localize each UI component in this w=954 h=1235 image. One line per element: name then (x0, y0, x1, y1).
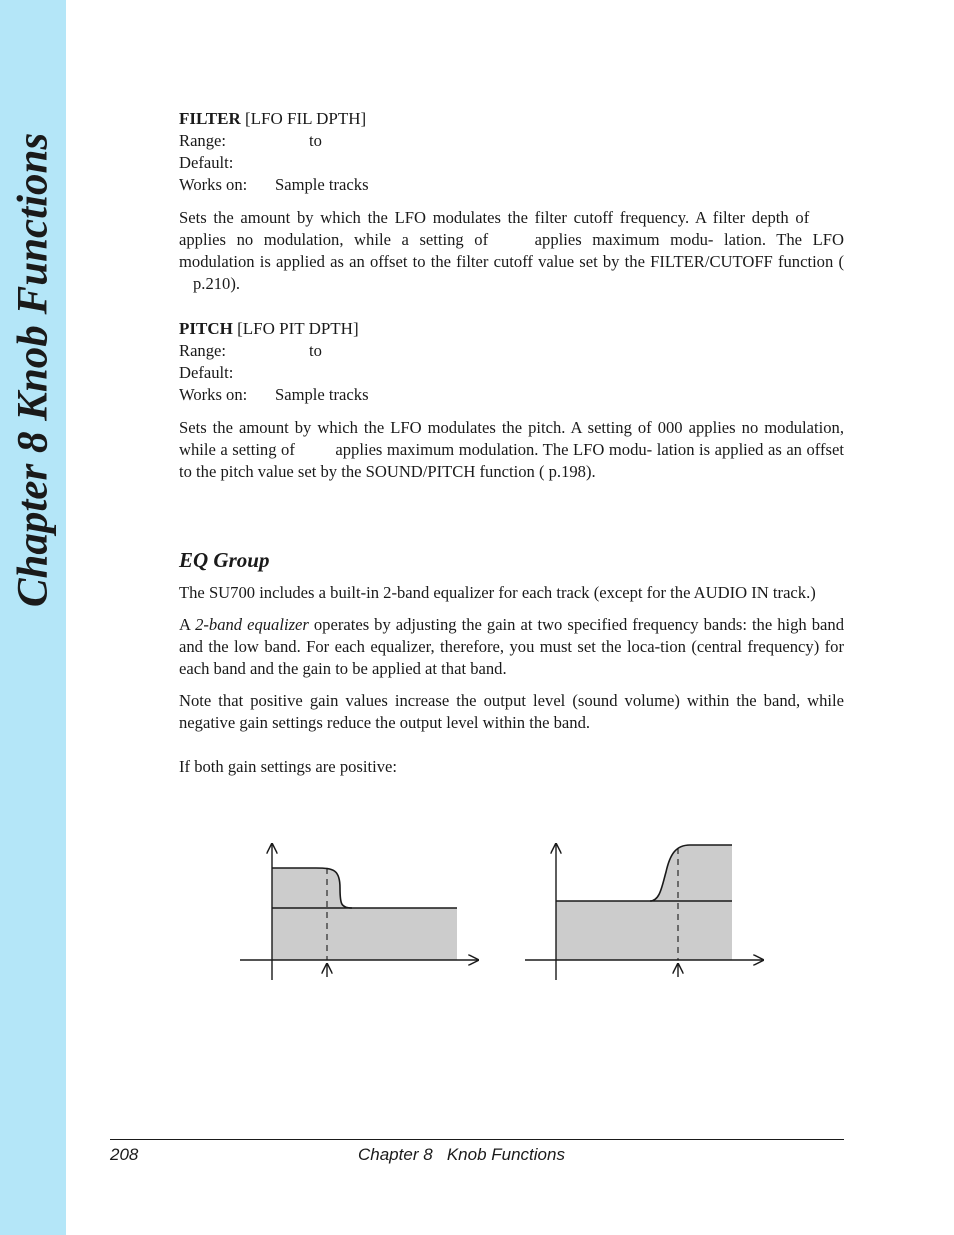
pitch-works-value: Sample tracks (275, 385, 369, 404)
pitch-section (179, 318, 844, 483)
pitch-heading (179, 318, 844, 340)
pitch-desc-part: lation is applied as an offset to the pitch value set by the SOUND/PITCH function ( (179, 440, 844, 481)
pitch-range (179, 340, 844, 362)
pitch-name: PITCH (179, 319, 233, 338)
filter-works-on (179, 174, 844, 196)
pitch-desc-part: p.198). (548, 462, 596, 481)
low-band-gain-area (272, 868, 457, 960)
page-number: 208 (110, 1145, 139, 1164)
high-band-diagram (525, 844, 763, 980)
eq-paragraph-2 (179, 614, 844, 680)
pitch-works-label: Works on: (179, 385, 248, 404)
filter-desc-part: p.210). (193, 274, 241, 293)
filter-desc-part: Sets the amount by which the LFO modulates the filter cutoff frequency. A filter depth of (179, 208, 810, 227)
filter-desc-part: applies no modulation, while a setting of (179, 230, 489, 249)
footer-chapter-title: Chapter 8 Knob Functions (358, 1145, 565, 1164)
eq-group-heading: EQ Group (179, 548, 270, 572)
pitch-desc-part: applies maximum modulation. The LFO modu- (335, 440, 653, 459)
filter-default-label: Default: (179, 153, 234, 172)
low-band-diagram (240, 844, 478, 980)
pitch-default-label: Default: (179, 363, 234, 382)
sidebar-chapter-title: Chapter 8 Knob Functions (9, 132, 57, 608)
filter-heading (179, 108, 844, 130)
eq-paragraph-1: The SU700 includes a built-in 2-band equalizer for each track (except for the AUDIO IN track.) (179, 583, 816, 602)
eq-paragraph-4: If both gain settings are positive: (179, 757, 397, 776)
filter-name: FILTER (179, 109, 241, 128)
filter-works-label: Works on: (179, 175, 248, 194)
eq-gain-diagrams (230, 836, 790, 986)
pitch-range-label: Range: (179, 341, 227, 360)
filter-works-value: Sample tracks (275, 175, 369, 194)
pitch-range-to: to (309, 341, 322, 360)
pitch-display: [LFO PIT DPTH] (237, 319, 359, 338)
eq-section (179, 582, 844, 778)
footer-rule (110, 1139, 844, 1140)
filter-desc-part: lation. The LFO modulation is applied as an offset to the filter cutoff value set by the FILTER/CUTOFF function ( (179, 230, 844, 271)
filter-section (179, 108, 844, 295)
filter-description (179, 207, 844, 295)
filter-range-to: to (309, 131, 322, 150)
filter-desc-part: applies maximum modu- (534, 230, 714, 249)
filter-range-label: Range: (179, 131, 227, 150)
eq-term-emphasis: 2-band equalizer (195, 615, 309, 634)
pitch-works-on (179, 384, 844, 406)
filter-display: [LFO FIL DPTH] (244, 109, 367, 128)
high-band-gain-area (556, 845, 732, 960)
eq-paragraph-3: Note that positive gain values increase the output level (sound volume) within the band, while negative gain settings reduce the output level within the band. (179, 691, 844, 732)
chapter-sidebar (0, 0, 66, 1235)
filter-range (179, 130, 844, 152)
pitch-desc-part: Sets the amount by which the LFO modulates the pitch. A setting of 000 applies no modulation, while a setting of (179, 418, 844, 459)
pitch-default (179, 362, 844, 384)
eq-paragraph-2-rest: operates by adjusting the gain at two specified frequency bands: the high band and the low band. For each equalizer, therefore, you must set the loca-tion (central frequency) for each band and the gain to be applied at that band. (179, 615, 844, 678)
filter-default (179, 152, 844, 174)
pitch-description (179, 417, 844, 483)
eq-paragraph-2-start: A (179, 615, 196, 634)
